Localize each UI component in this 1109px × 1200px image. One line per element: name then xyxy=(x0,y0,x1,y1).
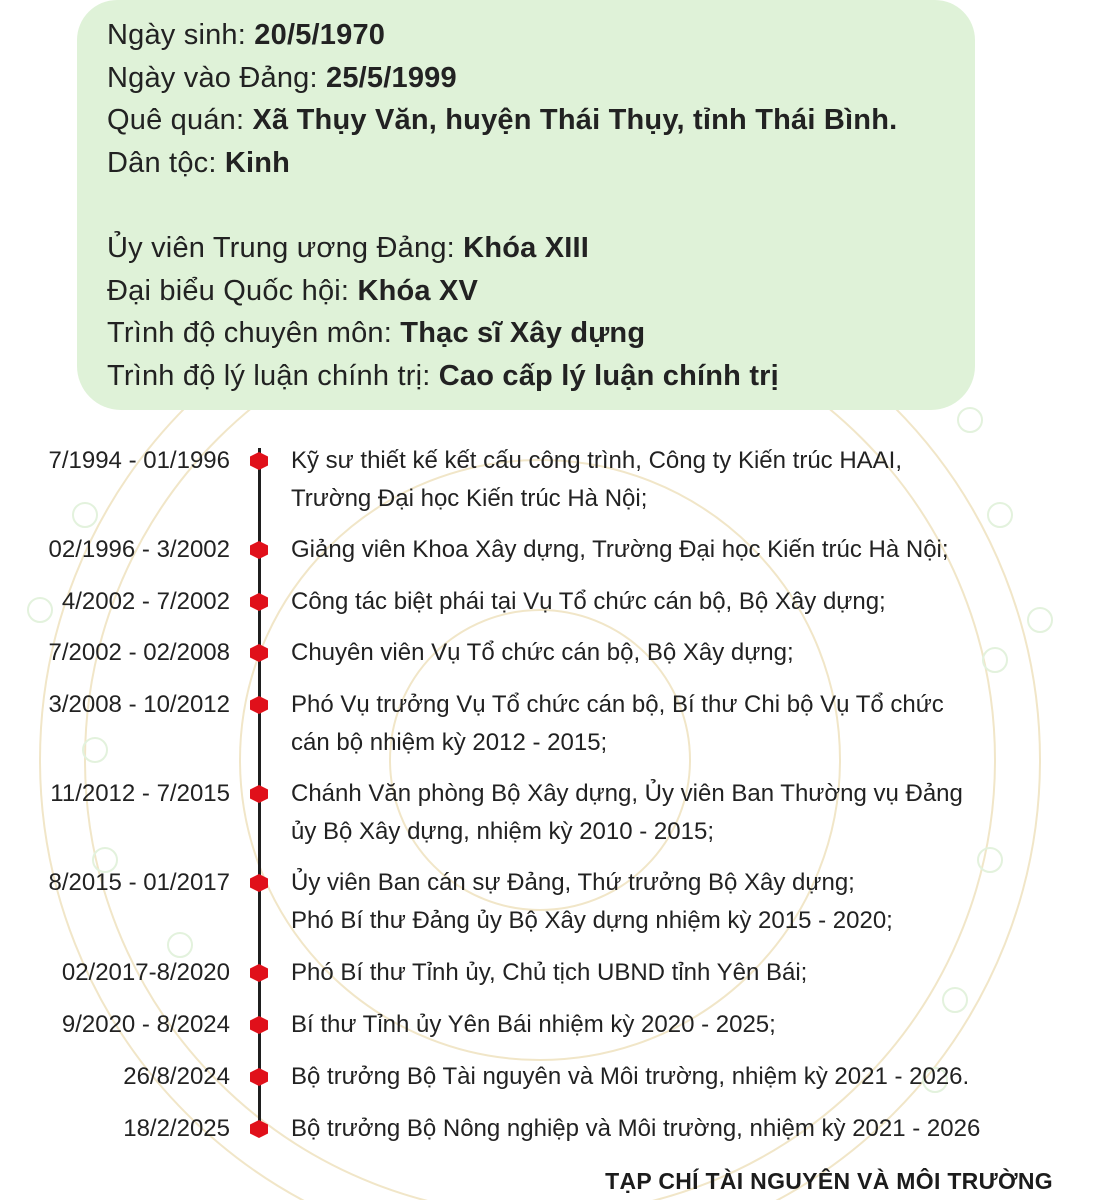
timeline-dot-icon xyxy=(250,593,268,611)
timeline-description: Chuyên viên Vụ Tổ chức cán bộ, Bộ Xây dựng; xyxy=(291,639,794,666)
timeline-description: Giảng viên Khoa Xây dựng, Trường Đại học Kiến trúc Hà Nội; xyxy=(291,536,949,563)
timeline-date: 18/2/2025 xyxy=(123,1115,230,1142)
timeline-dot-icon xyxy=(250,785,268,803)
professional-degree-line: Trình độ chuyên môn: Thạc sĩ Xây dựng xyxy=(107,317,646,349)
timeline-dot-icon xyxy=(250,644,268,662)
timeline-date: 02/1996 - 3/2002 xyxy=(48,536,230,563)
timeline-description: Bộ trưởng Bộ Tài nguyên và Môi trường, nhiệm kỳ 2021 - 2026. xyxy=(291,1063,970,1090)
timeline-date: 02/2017-8/2020 xyxy=(61,959,230,986)
timeline-description: Bộ trưởng Bộ Nông nghiệp và Môi trường, nhiệm kỳ 2021 - 2026 xyxy=(291,1115,981,1142)
timeline-description: Ủy viên Ban cán sự Đảng, Thứ trưởng Bộ Xây dựng; Phó Bí thư Đảng ủy Bộ Xây dựng nhiệm kỳ 2015 - 2020; xyxy=(291,869,893,934)
timeline-description: Phó Vụ trưởng Vụ Tổ chức cán bộ, Bí thư Chi bộ Vụ Tổ chức cán bộ nhiệm kỳ 2012 - 2015; xyxy=(291,691,944,756)
party-join-date-line: Ngày vào Đảng: 25/5/1999 xyxy=(107,61,457,94)
timeline-dot-icon xyxy=(250,1068,268,1086)
timeline-dot-icon xyxy=(250,1016,268,1034)
ethnicity-line: Dân tộc: Kinh xyxy=(107,146,291,179)
timeline-date: 26/8/2024 xyxy=(123,1063,230,1090)
political-theory-line: Trình độ lý luận chính trị: Cao cấp lý luận chính trị xyxy=(107,359,779,392)
timeline-date: 11/2012 - 7/2015 xyxy=(50,780,230,807)
timeline-date: 8/2015 - 01/2017 xyxy=(48,869,230,896)
birth-date-line: Ngày sinh: 20/5/1970 xyxy=(107,19,386,51)
timeline-dot-icon xyxy=(250,874,268,892)
timeline-date: 4/2002 - 7/2002 xyxy=(61,588,230,615)
hometown-line: Quê quán: Xã Thụy Văn, huyện Thái Thụy, tỉnh Thái Bình. xyxy=(107,104,898,136)
central-committee-line: Ủy viên Trung ương Đảng: Khóa XIII xyxy=(107,232,590,264)
timeline-dot-icon xyxy=(250,541,268,559)
timeline-dot-icon xyxy=(250,964,268,982)
timeline-description: Công tác biệt phái tại Vụ Tổ chức cán bộ, Bộ Xây dựng; xyxy=(291,588,886,615)
timeline-description: Bí thư Tỉnh ủy Yên Bái nhiệm kỳ 2020 - 2025; xyxy=(291,1011,776,1038)
publication-credit: TẠP CHÍ TÀI NGUYÊN VÀ MÔI TRƯỜNG xyxy=(605,1168,1053,1194)
timeline-date: 9/2020 - 8/2024 xyxy=(61,1011,230,1038)
timeline-description: Kỹ sư thiết kế kết cấu công trình, Công ty Kiến trúc HAAI, Trường Đại học Kiến trúc Hà Nội; xyxy=(291,447,903,512)
timeline-date: 7/1994 - 01/1996 xyxy=(48,447,230,474)
timeline-date: 3/2008 - 10/2012 xyxy=(48,691,230,718)
timeline-dot-icon xyxy=(250,696,268,714)
timeline-description: Chánh Văn phòng Bộ Xây dựng, Ủy viên Ban Thường vụ Đảng ủy Bộ Xây dựng, nhiệm kỳ 2010 - 2015; xyxy=(291,780,963,845)
national-assembly-line: Đại biểu Quốc hội: Khóa XV xyxy=(107,274,479,307)
timeline-date: 7/2002 - 02/2008 xyxy=(48,639,230,666)
timeline-description: Phó Bí thư Tỉnh ủy, Chủ tịch UBND tỉnh Yên Bái; xyxy=(291,959,808,986)
timeline-dot-icon xyxy=(250,1120,268,1138)
timeline-dot-icon xyxy=(250,452,268,470)
